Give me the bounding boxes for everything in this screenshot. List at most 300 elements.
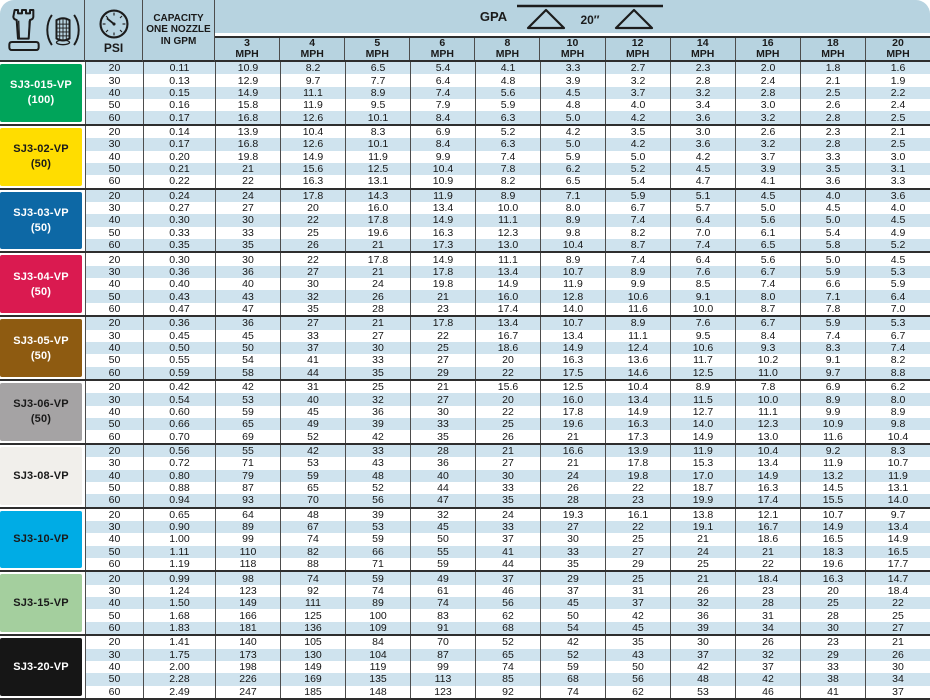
gpa-cell: 14.9	[735, 470, 800, 482]
gpa-cell: 3.3	[800, 151, 865, 163]
gpa-cell: 33	[345, 354, 410, 366]
gpa-cell: 8.2	[865, 354, 930, 366]
psi-cell: 40	[85, 661, 143, 673]
gpm-cell: 0.90	[143, 521, 215, 533]
gpa-cell: 65	[475, 649, 540, 661]
gpa-cell: 4.5	[540, 87, 605, 99]
psi-cell: 50	[85, 99, 143, 111]
table-row	[85, 482, 930, 494]
gpa-cell: 16.3	[410, 227, 475, 239]
gpa-cell: 2.5	[800, 87, 865, 99]
gpa-cell: 4.8	[475, 74, 540, 86]
gpa-cell: 44	[410, 482, 475, 494]
psi-cell: 50	[85, 227, 143, 239]
gpa-cell: 5.3	[865, 266, 930, 278]
gpa-cell: 2.4	[735, 74, 800, 86]
table-row	[85, 126, 930, 138]
gpa-cell: 13.4	[475, 317, 540, 329]
gpm-cell: 2.28	[143, 673, 215, 685]
gpa-cell: 10.0	[735, 393, 800, 405]
gpa-cell: 8.0	[540, 202, 605, 214]
gpm-cell: 2.49	[143, 686, 215, 698]
gpa-cell: 33	[800, 661, 865, 673]
psi-cell: 20	[85, 190, 143, 202]
gpa-cell: 32	[345, 393, 410, 405]
table-row	[85, 367, 930, 379]
mph-header-cell	[409, 38, 474, 60]
gpa-cell: 59	[540, 661, 605, 673]
gpa-cell: 7.4	[800, 330, 865, 342]
gpa-cell: 70	[280, 494, 345, 506]
gpa-cell: 10.4	[540, 239, 605, 251]
nozzle-group	[0, 509, 930, 573]
gpa-cell: 14.6	[605, 367, 670, 379]
table-row	[85, 354, 930, 366]
gpa-cell: 149	[215, 597, 280, 609]
gpa-cell: 10.9	[215, 62, 280, 74]
gpa-banner	[215, 0, 930, 33]
gpa-cell: 28	[410, 445, 475, 457]
mph-value: 16	[761, 36, 774, 49]
gpa-cell: 3.0	[670, 126, 735, 138]
gpa-cell: 14.0	[865, 494, 930, 506]
gpa-cell: 5.6	[475, 87, 540, 99]
gpa-cell: 5.1	[670, 190, 735, 202]
mph-unit: MPH	[821, 47, 845, 60]
gpa-cell: 2.2	[865, 87, 930, 99]
gpa-cell: 23	[605, 494, 670, 506]
gpa-cell: 3.4	[670, 99, 735, 111]
psi-cell: 20	[85, 636, 143, 648]
table-row	[85, 87, 930, 99]
table-row	[85, 138, 930, 150]
mph-header-cell	[344, 38, 409, 60]
gpa-cell: 22	[475, 406, 540, 418]
gpa-cell: 3.2	[670, 87, 735, 99]
mph-value: 4	[309, 36, 316, 49]
gpa-cell: 7.6	[670, 317, 735, 329]
gpa-cell: 33	[410, 418, 475, 430]
capacity-header-cell	[143, 0, 215, 62]
gpa-cell: 11.1	[475, 253, 540, 265]
gpa-cell: 6.7	[735, 266, 800, 278]
gpm-cell: 1.75	[143, 649, 215, 661]
gpa-cell: 22	[865, 597, 930, 609]
gpa-cell: 12.8	[540, 290, 605, 302]
gpa-cell: 6.9	[800, 381, 865, 393]
table-row	[85, 533, 930, 545]
gpa-cell: 3.2	[735, 111, 800, 123]
gpa-cell: 35	[410, 430, 475, 442]
gpa-cell: 13.1	[345, 175, 410, 187]
gpa-cell: 30	[540, 533, 605, 545]
gpa-cell: 50	[605, 661, 670, 673]
gpa-cell: 100	[345, 609, 410, 621]
gpa-cell: 35	[605, 636, 670, 648]
table-row	[85, 521, 930, 533]
gpa-cell: 7.9	[410, 99, 475, 111]
gpa-cell: 119	[345, 661, 410, 673]
gpa-cell: 11.6	[800, 430, 865, 442]
nozzle-label	[0, 253, 85, 315]
gpm-cell: 1.50	[143, 597, 215, 609]
gpa-cell: 6.3	[475, 138, 540, 150]
mph-value: 5	[374, 36, 381, 49]
gpa-cell: 4.9	[865, 227, 930, 239]
gpa-cell: 21	[540, 430, 605, 442]
gpa-cell: 10.4	[605, 381, 670, 393]
gpa-cell: 8.3	[345, 126, 410, 138]
psi-cell: 40	[85, 87, 143, 99]
gpa-cell: 37	[605, 597, 670, 609]
gpa-cell: 9.8	[540, 227, 605, 239]
gpa-cell: 16.0	[475, 290, 540, 302]
gpa-cell: 226	[215, 673, 280, 685]
group-rows	[85, 126, 930, 188]
gpa-cell: 6.4	[865, 290, 930, 302]
gpa-cell: 8.2	[280, 62, 345, 74]
group-rows	[85, 381, 930, 443]
gpa-cell: 9.9	[410, 151, 475, 163]
gpa-cell: 4.5	[735, 190, 800, 202]
gpa-cell: 15.6	[475, 381, 540, 393]
gpa-cell: 48	[345, 470, 410, 482]
gpa-cell: 87	[410, 649, 475, 661]
gpa-cell: 68	[540, 673, 605, 685]
gpa-cell: 42	[215, 381, 280, 393]
gpa-cell: 17.8	[345, 253, 410, 265]
gpa-cell: 15.3	[670, 457, 735, 469]
gpa-cell: 33	[540, 546, 605, 558]
gpa-cell: 19.8	[215, 151, 280, 163]
group-rows	[85, 190, 930, 252]
gpm-cell: 0.50	[143, 342, 215, 354]
gpa-cell: 4.2	[605, 111, 670, 123]
gpa-cell: 34	[735, 622, 800, 634]
gpa-cell: 12.9	[215, 74, 280, 86]
gpa-cell: 7.4	[865, 342, 930, 354]
nozzle-group	[0, 572, 930, 636]
gpa-cell: 3.9	[735, 163, 800, 175]
gpm-cell: 1.11	[143, 546, 215, 558]
gpa-cell: 10.1	[345, 138, 410, 150]
gpa-cell: 19.6	[345, 227, 410, 239]
table-row	[85, 558, 930, 570]
gpa-cell: 88	[280, 558, 345, 570]
gpa-cell: 11.5	[670, 393, 735, 405]
gpa-cell: 18.7	[670, 482, 735, 494]
gpa-cell: 42	[540, 636, 605, 648]
gpa-cell: 2.4	[865, 99, 930, 111]
gpa-cell: 25	[605, 533, 670, 545]
gpa-cell: 13.4	[475, 266, 540, 278]
gpa-cell: 11.1	[280, 87, 345, 99]
gpa-cell: 16.3	[605, 418, 670, 430]
gpa-cell: 8.3	[865, 445, 930, 457]
gpa-cell: 118	[215, 558, 280, 570]
gpa-cell: 27	[215, 202, 280, 214]
nozzle-group	[0, 190, 930, 254]
gpa-cell: 5.9	[475, 99, 540, 111]
table-row	[85, 111, 930, 123]
table-row	[85, 494, 930, 506]
gpa-cell: 49	[280, 418, 345, 430]
gpa-cell: 33	[215, 227, 280, 239]
gpa-cell: 14.9	[215, 87, 280, 99]
nozzle-label	[0, 509, 85, 571]
gpa-cell: 8.9	[605, 266, 670, 278]
model-label: SJ3-06-VP	[13, 398, 69, 411]
gpa-cell: 14.9	[800, 521, 865, 533]
gpa-cell: 87	[215, 482, 280, 494]
mph-unit: MPH	[886, 47, 910, 60]
gpa-cell: 13.4	[735, 457, 800, 469]
gpa-cell: 8.4	[735, 330, 800, 342]
gpm-cell: 0.40	[143, 278, 215, 290]
table-row	[85, 673, 930, 685]
gpm-cell: 1.00	[143, 533, 215, 545]
gpa-cell: 25	[800, 597, 865, 609]
gpa-cell: 14.9	[410, 253, 475, 265]
psi-cell: 30	[85, 393, 143, 405]
gpm-cell: 0.36	[143, 266, 215, 278]
mph-header-cell	[215, 38, 279, 60]
gpa-cell: 14.9	[670, 430, 735, 442]
gpa-cell: 166	[215, 609, 280, 621]
table-row	[85, 470, 930, 482]
group-rows	[85, 636, 930, 698]
gpm-cell: 0.24	[143, 190, 215, 202]
gpa-cell: 41	[475, 546, 540, 558]
gpa-cell: 3.2	[735, 138, 800, 150]
gpa-cell: 8.9	[540, 253, 605, 265]
gpa-cell: 59	[345, 572, 410, 584]
gpa-cell: 15.8	[215, 99, 280, 111]
gpa-cell: 19.6	[800, 558, 865, 570]
gpa-cell: 98	[215, 572, 280, 584]
gpa-cell: 7.4	[410, 87, 475, 99]
gpm-cell: 0.13	[143, 74, 215, 86]
gpa-cell: 46	[475, 585, 540, 597]
gpa-cell: 35	[540, 558, 605, 570]
gpa-cell: 42	[670, 661, 735, 673]
gpa-cell: 8.9	[670, 381, 735, 393]
gpa-cell: 10.4	[280, 126, 345, 138]
gpa-cell: 26	[540, 482, 605, 494]
gpa-cell: 56	[605, 673, 670, 685]
gpa-cell: 130	[280, 649, 345, 661]
gpa-cell: 24	[345, 278, 410, 290]
gpa-cell: 21	[345, 266, 410, 278]
model-label: SJ3-015-VP	[10, 79, 72, 92]
gpa-cell: 14.5	[800, 482, 865, 494]
psi-cell: 50	[85, 163, 143, 175]
gpa-cell: 26	[475, 430, 540, 442]
table-row	[85, 99, 930, 111]
gpa-cell: 12.4	[605, 342, 670, 354]
gpa-cell: 10.4	[735, 445, 800, 457]
gpa-cell: 7.8	[735, 381, 800, 393]
mph-header-cell	[605, 38, 670, 60]
gpa-cell: 21	[410, 290, 475, 302]
group-rows	[85, 572, 930, 634]
gpa-cell: 9.8	[865, 418, 930, 430]
nozzle-label-chip	[0, 64, 82, 122]
nozzle-group	[0, 636, 930, 700]
mph-unit: MPH	[495, 47, 520, 60]
group-rows	[85, 62, 930, 124]
gpa-cell: 4.1	[735, 175, 800, 187]
gpa-cell: 17.7	[865, 558, 930, 570]
gpa-cell: 15.6	[280, 163, 345, 175]
speed-header-block	[215, 0, 930, 62]
table-row	[85, 457, 930, 469]
gpa-cell: 55	[410, 546, 475, 558]
mph-unit: MPH	[430, 47, 454, 60]
gpm-cell: 0.27	[143, 202, 215, 214]
nozzle-label-chip	[0, 574, 82, 632]
gpa-cell: 11.1	[605, 330, 670, 342]
gpa-cell: 3.2	[605, 74, 670, 86]
psi-cell: 30	[85, 521, 143, 533]
gpa-cell: 32	[735, 649, 800, 661]
gpa-cell: 198	[215, 661, 280, 673]
gpa-cell: 9.1	[670, 290, 735, 302]
gpa-cell: 74	[280, 572, 345, 584]
gpa-cell: 59	[410, 558, 475, 570]
gpa-cell: 3.9	[540, 74, 605, 86]
gpa-cell: 18.6	[735, 533, 800, 545]
gpa-cell: 18.4	[865, 585, 930, 597]
gpa-cell: 6.7	[735, 317, 800, 329]
gpm-cell: 0.47	[143, 303, 215, 315]
gpa-cell: 54	[215, 354, 280, 366]
gpa-cell: 21	[215, 163, 280, 175]
gpa-cell: 9.5	[670, 330, 735, 342]
gpa-cell: 36	[215, 266, 280, 278]
gpa-cell: 11.9	[865, 470, 930, 482]
gpa-cell: 4.2	[605, 138, 670, 150]
gpa-cell: 39	[345, 509, 410, 521]
mph-value: 14	[696, 36, 709, 49]
gpa-cell: 11.6	[605, 303, 670, 315]
psi-cell: 40	[85, 278, 143, 290]
gpa-cell: 5.0	[540, 138, 605, 150]
gpa-cell: 19.8	[410, 278, 475, 290]
gpa-cell: 5.8	[800, 239, 865, 251]
gpa-cell: 65	[215, 418, 280, 430]
gpa-cell: 25	[605, 572, 670, 584]
gpa-cell: 173	[215, 649, 280, 661]
gpa-cell: 43	[345, 457, 410, 469]
gpa-cell: 7.4	[605, 253, 670, 265]
gpa-cell: 62	[475, 609, 540, 621]
gpa-cell: 2.0	[735, 62, 800, 74]
gpa-cell: 5.9	[605, 190, 670, 202]
gpm-cell: 0.15	[143, 87, 215, 99]
gpa-cell: 4.0	[865, 202, 930, 214]
gpa-cell: 3.1	[865, 163, 930, 175]
table-row	[85, 303, 930, 315]
gpa-cell: 30	[280, 278, 345, 290]
psi-cell: 20	[85, 509, 143, 521]
gpm-cell: 0.43	[143, 290, 215, 302]
nozzle-group	[0, 62, 930, 126]
gpa-cell: 35	[345, 367, 410, 379]
gpa-cell: 74	[280, 533, 345, 545]
gpa-cell: 36	[670, 609, 735, 621]
gpa-cell: 22	[280, 253, 345, 265]
gpa-cell: 46	[735, 686, 800, 698]
gpm-cell: 0.22	[143, 175, 215, 187]
gpa-cell: 99	[410, 661, 475, 673]
gpa-cell: 42	[345, 430, 410, 442]
gpa-cell: 3.6	[865, 190, 930, 202]
gpa-cell: 2.8	[735, 87, 800, 99]
gpa-cell: 24	[540, 470, 605, 482]
gpa-cell: 22	[605, 482, 670, 494]
gpa-cell: 13.8	[670, 509, 735, 521]
gpa-cell: 15.5	[800, 494, 865, 506]
gpa-cell: 26	[345, 290, 410, 302]
table-row	[85, 609, 930, 621]
gpa-cell: 37	[670, 649, 735, 661]
gpa-cell: 50	[215, 342, 280, 354]
gpa-cell: 9.3	[735, 342, 800, 354]
table-row	[85, 190, 930, 202]
table-row	[85, 330, 930, 342]
table-row	[85, 227, 930, 239]
table-row	[85, 393, 930, 405]
gpa-cell: 21	[865, 636, 930, 648]
gpa-cell: 14.0	[670, 418, 735, 430]
gpa-cell: 17.4	[475, 303, 540, 315]
gpa-cell: 74	[410, 597, 475, 609]
capacity-label-line: CAPACITY	[153, 12, 204, 24]
psi-cell: 40	[85, 470, 143, 482]
gpa-cell: 10.0	[475, 202, 540, 214]
psi-cell: 50	[85, 609, 143, 621]
gpa-cell: 71	[345, 558, 410, 570]
gpa-cell: 17.8	[540, 406, 605, 418]
gpa-cell: 6.4	[670, 253, 735, 265]
gpa-cell: 29	[800, 649, 865, 661]
gpa-cell: 27	[345, 330, 410, 342]
psi-cell: 60	[85, 622, 143, 634]
gpa-cell: 13.0	[735, 430, 800, 442]
gpa-cell: 2.5	[865, 138, 930, 150]
gpm-cell: 0.55	[143, 354, 215, 366]
gpm-cell: 0.30	[143, 214, 215, 226]
nozzle-group	[0, 317, 930, 381]
mph-header-cell	[865, 38, 930, 60]
nozzle-label-chip	[0, 319, 82, 377]
gpa-cell: 53	[215, 393, 280, 405]
gpa-cell: 9.9	[800, 406, 865, 418]
psi-cell: 60	[85, 239, 143, 251]
gpa-cell: 109	[345, 622, 410, 634]
gpa-cell: 27	[280, 317, 345, 329]
gpa-cell: 30	[215, 253, 280, 265]
gpa-cell: 8.9	[605, 317, 670, 329]
mph-unit: MPH	[625, 47, 650, 60]
gpa-cell: 185	[280, 686, 345, 698]
gpm-cell: 2.00	[143, 661, 215, 673]
gpm-cell: 0.65	[143, 509, 215, 521]
nozzle-group	[0, 381, 930, 445]
gpa-cell: 8.8	[865, 367, 930, 379]
table-row	[85, 597, 930, 609]
